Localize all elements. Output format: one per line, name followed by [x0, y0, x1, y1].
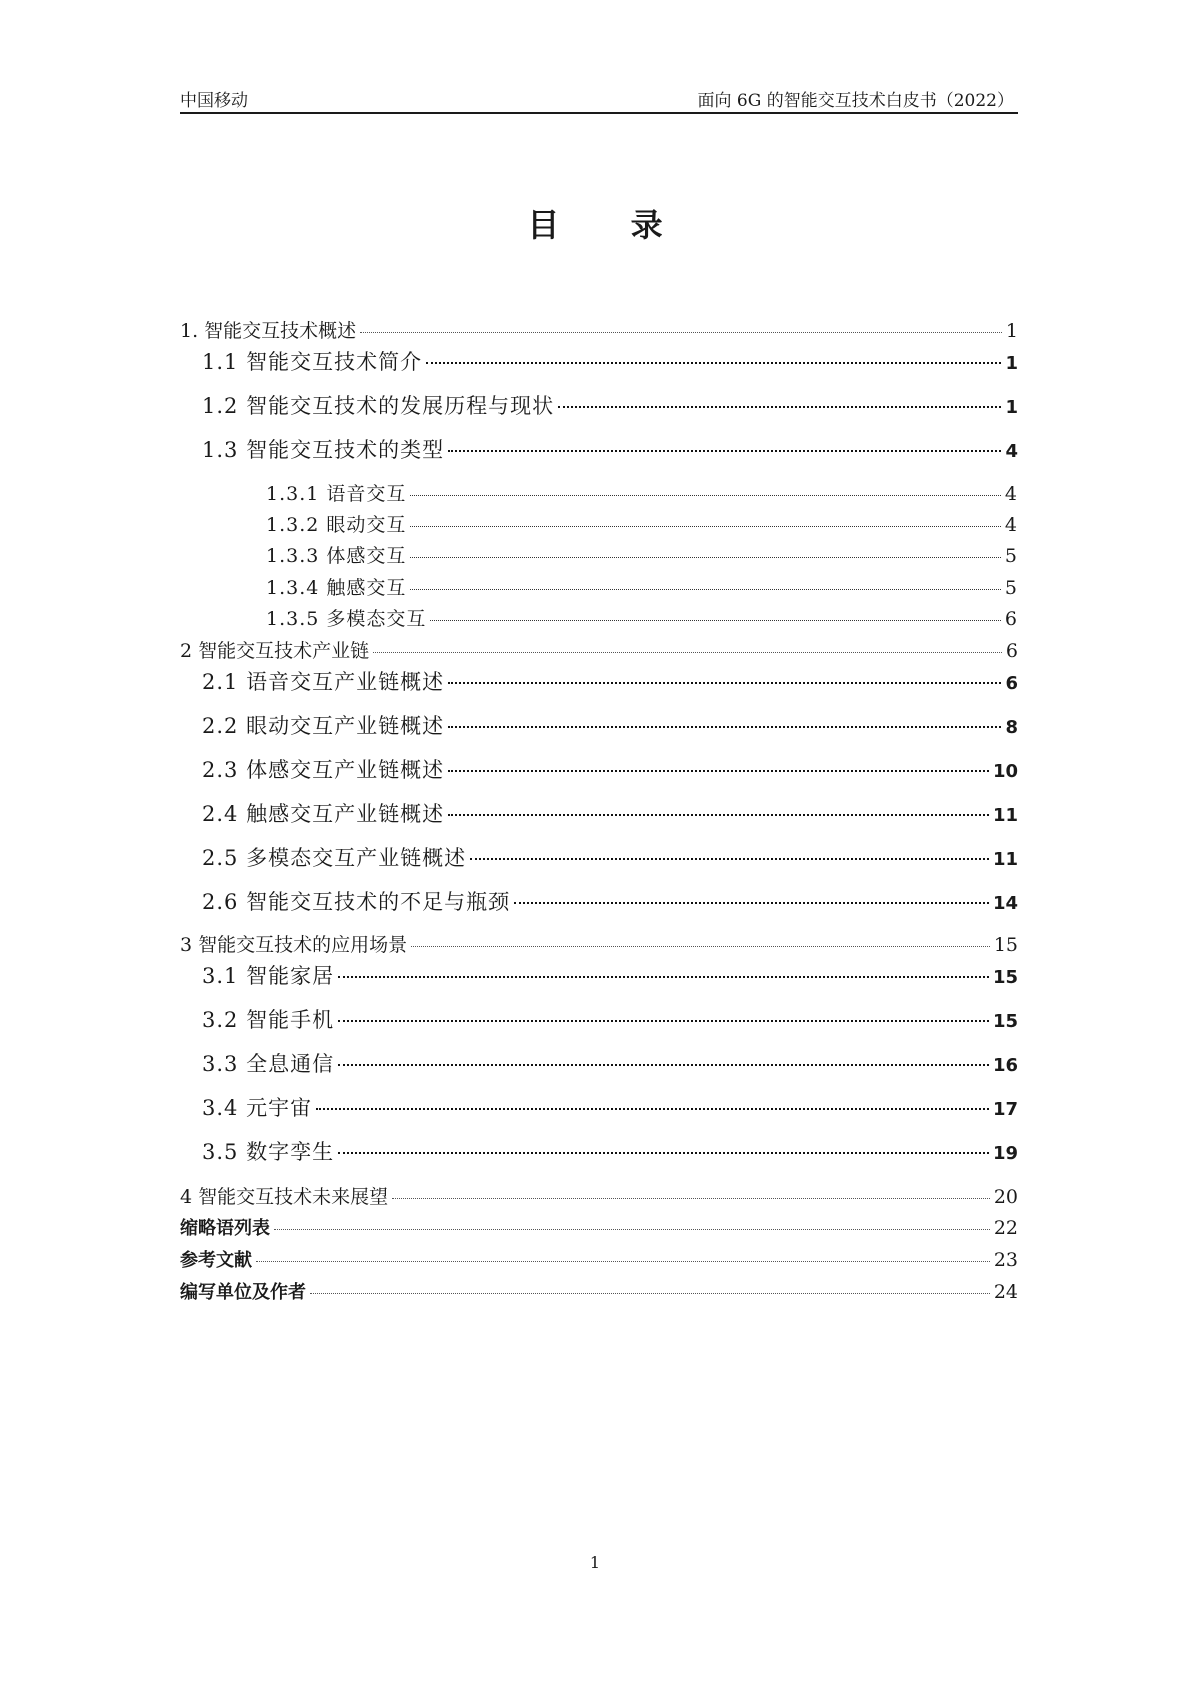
leader-dots	[373, 652, 1002, 653]
toc-entry[interactable]: 2 智能交互技术产业链 6	[180, 640, 1018, 662]
toc-entry[interactable]: 3.4 元宇宙 17	[202, 1096, 1018, 1120]
leader-dots	[426, 362, 1001, 364]
page-number: 1	[589, 1553, 601, 1572]
toc-entry[interactable]: 2.2 眼动交互产业链概述 8	[202, 714, 1018, 738]
toc-entry[interactable]: 缩略语列表 22	[180, 1217, 1018, 1239]
leader-dots	[448, 450, 1001, 452]
header-doc-title: 面向 6G 的智能交互技术白皮书（2022）	[697, 91, 1014, 111]
toc-entry[interactable]: 2.3 体感交互产业链概述 10	[202, 758, 1018, 782]
leader-dots	[256, 1261, 990, 1262]
leader-dots	[448, 726, 1001, 728]
page-header	[180, 82, 1018, 114]
toc-entry[interactable]: 2.1 语音交互产业链概述 6	[202, 670, 1018, 694]
leader-dots	[338, 1020, 989, 1022]
leader-dots	[514, 902, 989, 904]
toc-entry[interactable]: 参考文献 23	[180, 1249, 1018, 1271]
toc-entry[interactable]: 3.1 智能家居 15	[202, 964, 1018, 988]
toc-entry[interactable]: 1.1 智能交互技术简介 1	[202, 350, 1018, 374]
toc-entry[interactable]: 2.4 触感交互产业链概述 11	[202, 802, 1018, 826]
toc-entry[interactable]: 1.2 智能交互技术的发展历程与现状 1	[202, 394, 1018, 418]
leader-dots	[448, 814, 989, 816]
toc-entry[interactable]: 1.3.2 眼动交互 4	[266, 514, 1018, 536]
leader-dots	[410, 589, 1001, 590]
toc-entry[interactable]: 2.5 多模态交互产业链概述 11	[202, 846, 1018, 870]
leader-dots	[274, 1229, 990, 1230]
toc-entry[interactable]: 1.3.4 触感交互 5	[266, 577, 1018, 599]
toc-entry[interactable]: 1.3.1 语音交互 4	[266, 483, 1018, 505]
leader-dots	[448, 770, 989, 772]
toc-entry[interactable]: 3.2 智能手机 15	[202, 1008, 1018, 1032]
leader-dots	[410, 557, 1001, 558]
toc-entry[interactable]: 1.3.3 体感交互 5	[266, 545, 1018, 567]
leader-dots	[411, 946, 990, 947]
leader-dots	[310, 1293, 990, 1294]
header-org: 中国移动	[180, 91, 248, 111]
leader-dots	[410, 526, 1001, 527]
toc-entry[interactable]: 3.3 全息通信 16	[202, 1052, 1018, 1076]
toc-entry[interactable]: 1.3 智能交互技术的类型 4	[202, 438, 1018, 462]
toc-entry[interactable]: 编写单位及作者 24	[180, 1281, 1018, 1303]
toc-entry[interactable]: 1.3.5 多模态交互 6	[266, 608, 1018, 630]
leader-dots	[316, 1108, 989, 1110]
toc-entry[interactable]: 3.5 数字孪生 19	[202, 1140, 1018, 1164]
leader-dots	[410, 495, 1001, 496]
page-title: 目 录	[527, 206, 693, 244]
leader-dots	[470, 858, 989, 860]
leader-dots	[338, 1064, 989, 1066]
toc-entry[interactable]: 1. 智能交互技术概述 1	[180, 320, 1018, 342]
toc-entry[interactable]: 2.6 智能交互技术的不足与瓶颈 14	[202, 890, 1018, 914]
leader-dots	[338, 976, 989, 978]
leader-dots	[392, 1198, 990, 1199]
leader-dots	[360, 332, 1002, 333]
toc-entry[interactable]: 4 智能交互技术未来展望 20	[180, 1186, 1018, 1208]
leader-dots	[448, 682, 1001, 684]
toc-entry[interactable]: 3 智能交互技术的应用场景 15	[180, 934, 1018, 956]
leader-dots	[430, 620, 1001, 621]
leader-dots	[558, 406, 1001, 408]
leader-dots	[338, 1152, 989, 1154]
